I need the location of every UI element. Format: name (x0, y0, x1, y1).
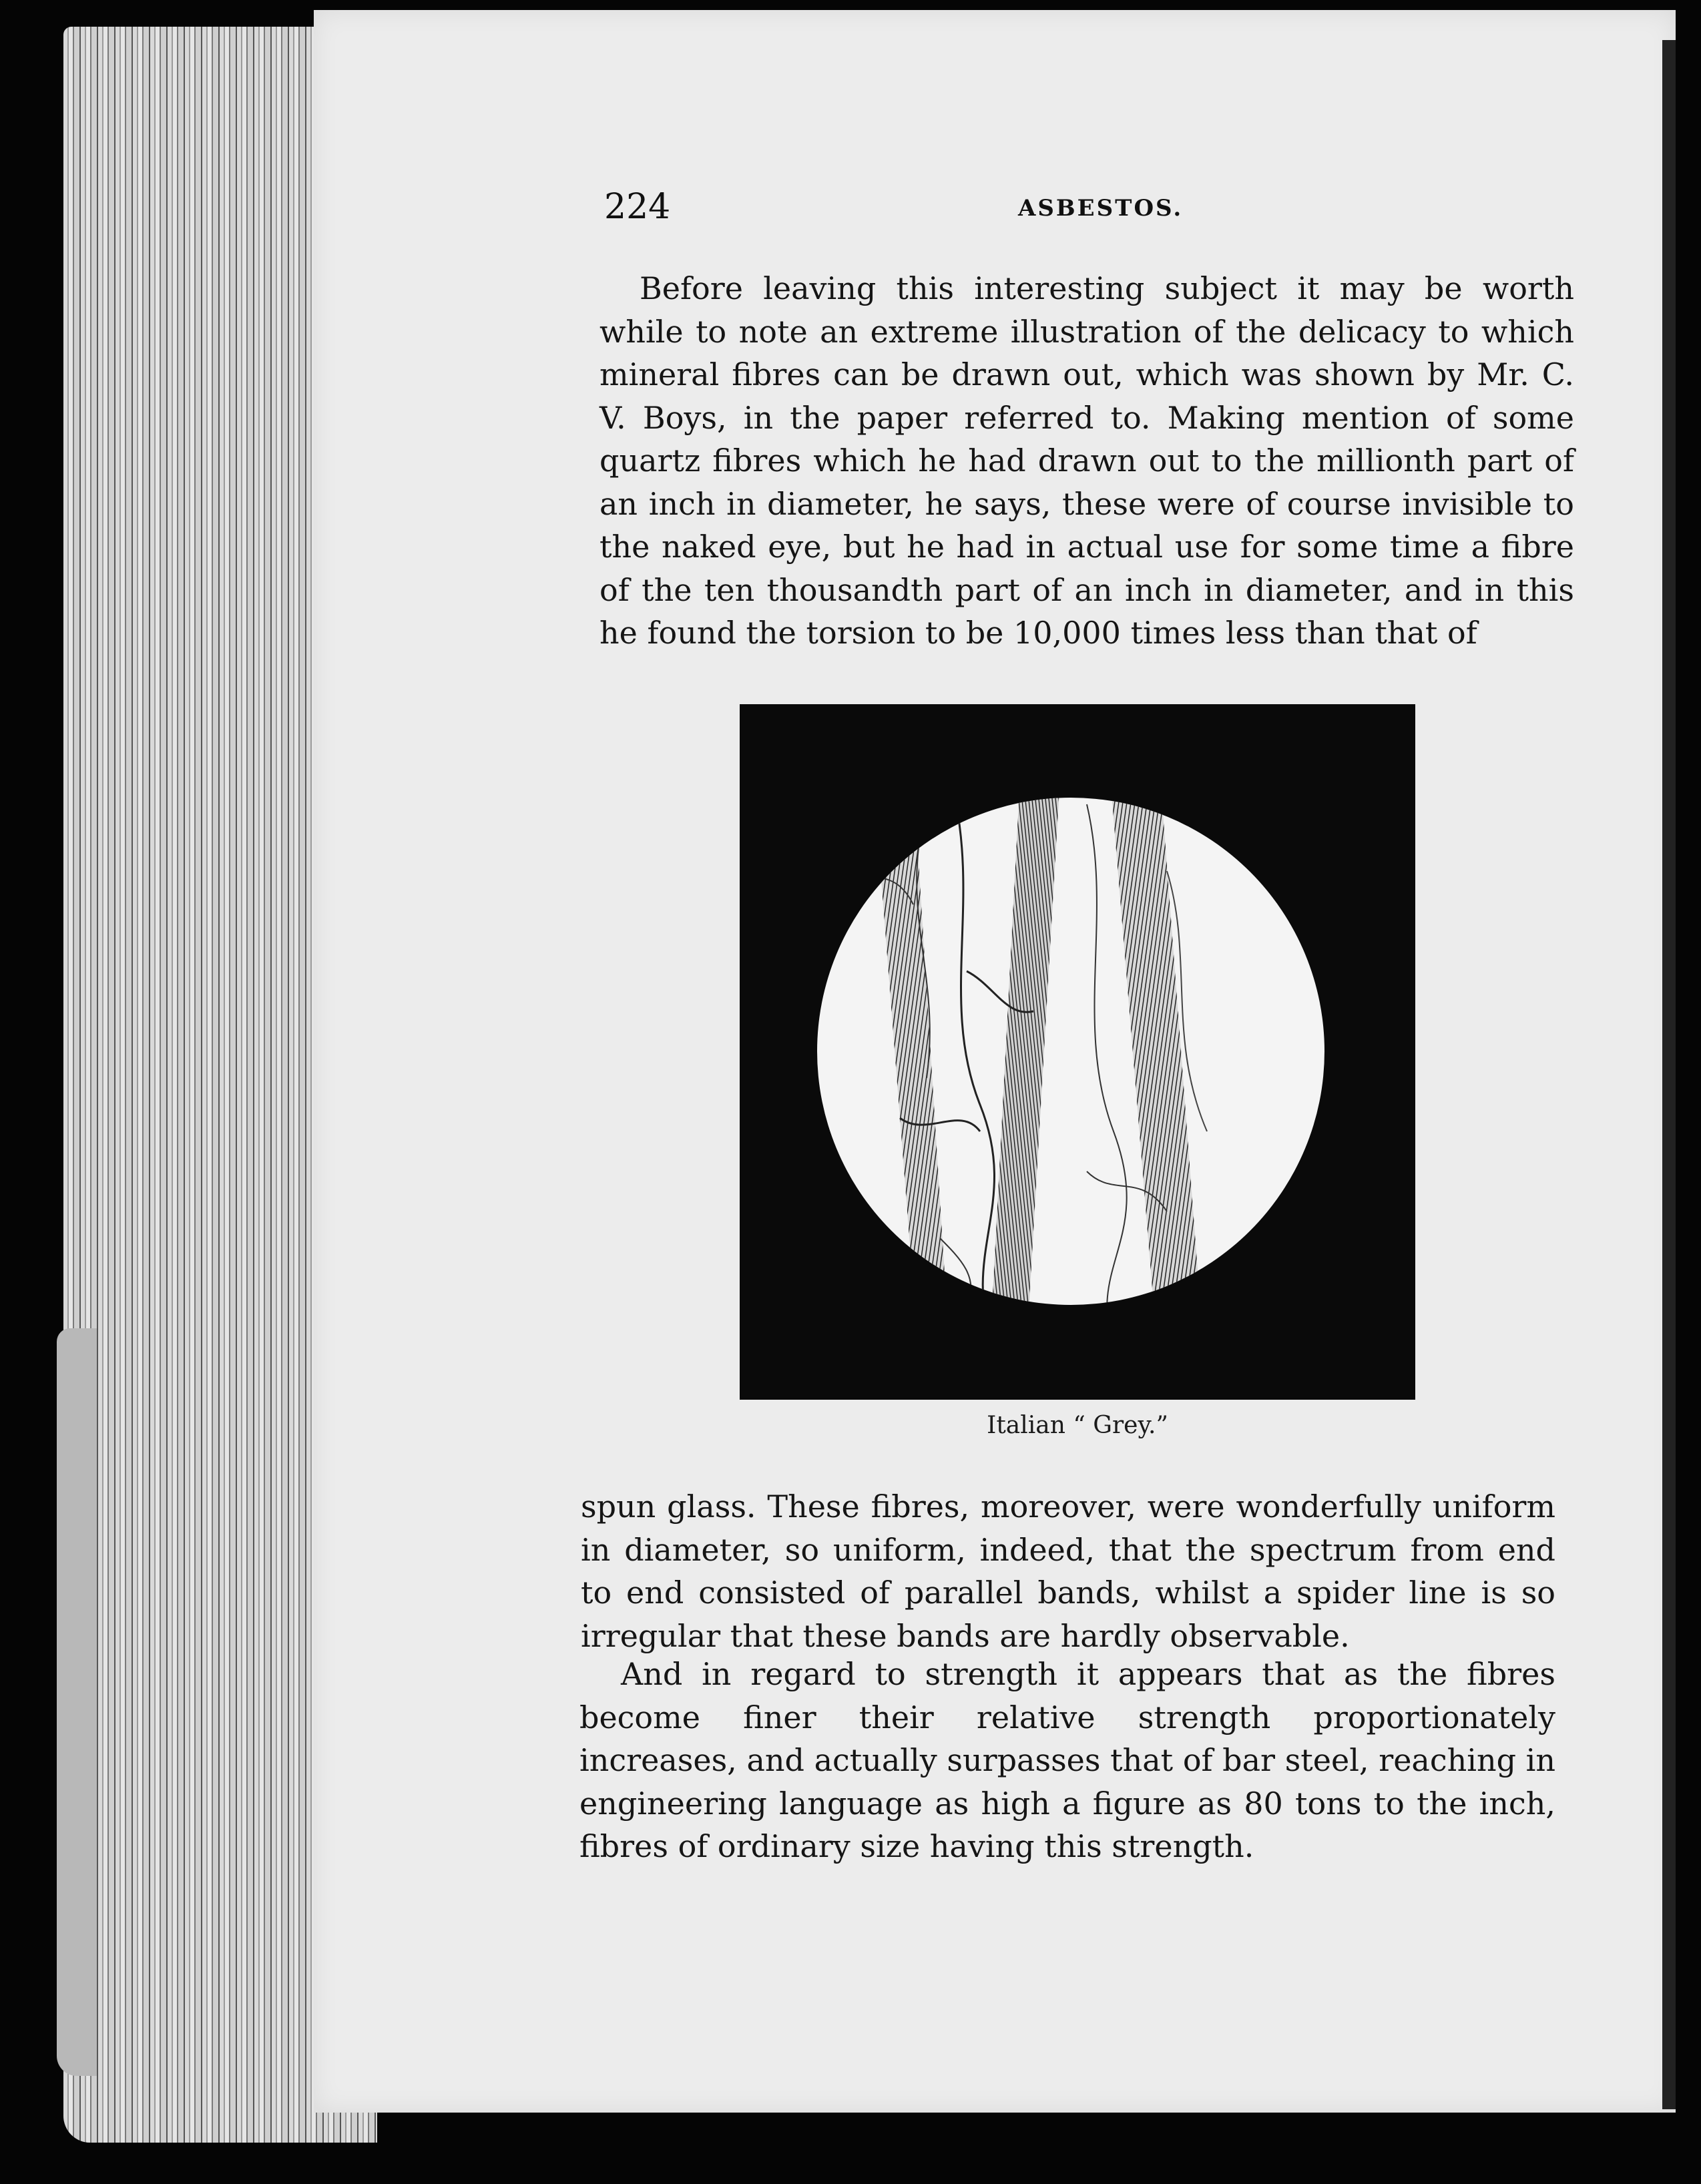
paragraph-2: spun glass. These fibres, moreover, were wonderfully uniform in diameter, so uniform, indeed, that the spectrum from end to end consisted of parallel bands, whilst a spider line is so irregular that these bands are hardly observable. (581, 1488, 1555, 1654)
page-number: 224 (604, 187, 671, 227)
book-spine-shadow (1662, 40, 1676, 2109)
page-edges-lower (57, 1328, 97, 2076)
figure-caption: Italian “ Grey.” (987, 1412, 1168, 1439)
microscope-view-illustration (740, 704, 1415, 1400)
running-head (604, 187, 1572, 227)
running-title: ASBESTOS. (1018, 195, 1184, 222)
paragraph-3: And in regard to strength it appears that as the fibres become finer their relative strength proportionately increases, and actually surpasses that of bar steel, reaching in engineering language as high a figure as 80 tons to the inch, fibres of ordinary size having this strength. (579, 1656, 1555, 1864)
figure-illustration (740, 704, 1415, 1400)
paragraph-1: Before leaving this interesting subject it may be worth while to note an extreme illustration of the delicacy to which mineral fibres can be drawn out, which was shown by Mr. C. V. Boys, in the paper referred to. Making mention of some quartz fibres which he had drawn out to the millionth part of an inch in diameter, he says, these were of course invisible to the naked eye, but he had in actual use for some time a fibre of the ten thousandth part of an inch in diameter, and in this he found the torsion to be 10,000 times less than that of (599, 270, 1574, 651)
